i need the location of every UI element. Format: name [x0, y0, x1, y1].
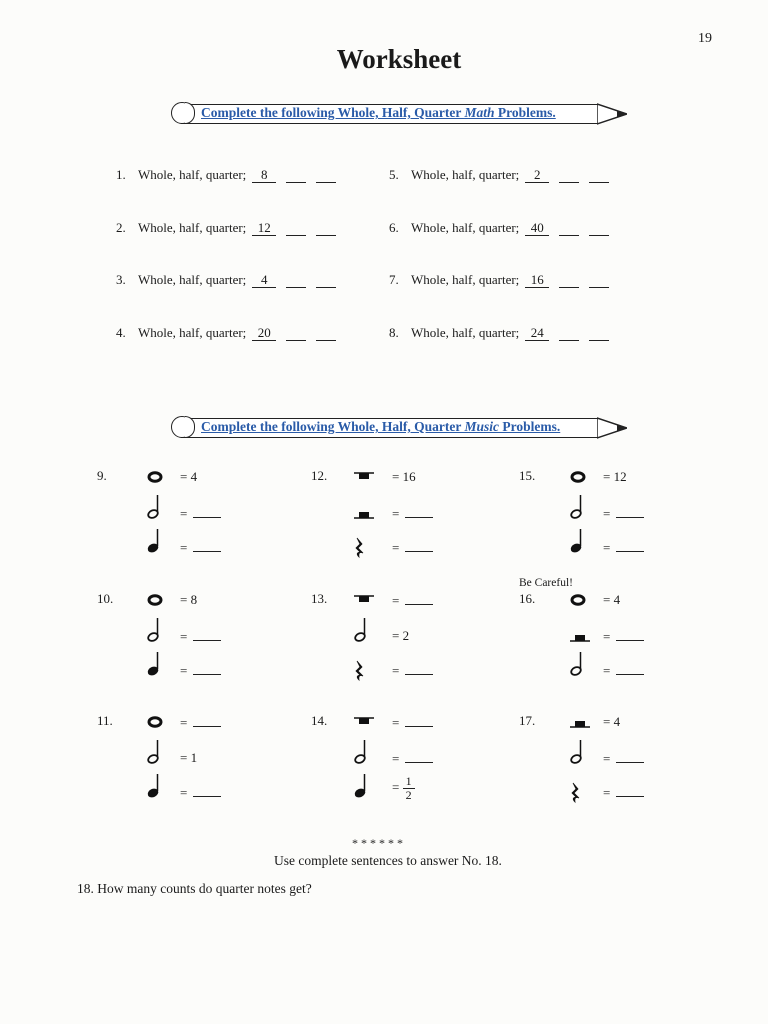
answer-blank[interactable]	[405, 592, 433, 605]
equals-sign: =	[392, 751, 403, 766]
equation	[392, 775, 415, 802]
quarter-note-icon	[353, 773, 371, 804]
half-note-icon	[569, 651, 587, 682]
equation	[392, 750, 433, 767]
equals-sign: =	[392, 715, 403, 730]
equals-sign: =	[180, 629, 191, 644]
given-value: 1	[190, 750, 198, 765]
half-note-icon	[353, 739, 371, 770]
problem-number: 1.	[116, 167, 126, 182]
equation	[603, 469, 627, 485]
separator-stars: ******	[352, 836, 406, 850]
music-section-banner	[171, 416, 627, 440]
equation	[392, 662, 433, 679]
problem-text: Whole, half, quarter;	[138, 325, 247, 340]
answer-blank[interactable]	[559, 272, 579, 288]
answer-blank[interactable]	[286, 167, 306, 183]
given-value: 8	[190, 592, 198, 607]
equation	[180, 784, 221, 801]
equation	[180, 714, 221, 731]
given-value: 16	[525, 272, 549, 288]
quarter-note-icon	[569, 528, 587, 559]
music-problem-number: 13.	[311, 591, 328, 606]
equals-sign: =	[180, 540, 191, 555]
half-note-icon	[569, 494, 587, 525]
equation	[392, 714, 433, 731]
quarter-rest-icon	[569, 781, 583, 810]
equation	[180, 505, 221, 522]
equals-sign: =	[603, 592, 614, 607]
page-title: Worksheet	[336, 44, 462, 74]
equation	[392, 539, 433, 556]
equation	[392, 469, 416, 485]
problem-number: 7.	[389, 272, 399, 287]
problem-text: Whole, half, quarter;	[411, 272, 520, 287]
equals-sign: =	[603, 751, 614, 766]
equals-sign: =	[603, 629, 614, 644]
quarter-rest-icon	[353, 536, 367, 565]
problem-number: 5.	[389, 167, 399, 182]
music-problem-number: 11.	[97, 713, 113, 728]
answer-blank[interactable]	[193, 662, 221, 675]
be-careful-note: Be Careful!	[519, 577, 573, 589]
math-banner-text: Complete the following Whole, Half, Quarter Math Problems.	[201, 105, 556, 120]
music-problem-number: 17.	[519, 713, 536, 728]
quarter-note-icon	[146, 528, 164, 559]
equals-sign: =	[603, 714, 614, 729]
equals-sign: =	[180, 506, 191, 521]
given-value: 4	[252, 272, 276, 288]
math-problem	[389, 167, 609, 187]
fraction-value: $\frac{1}{2}$	[403, 775, 415, 802]
equals-sign: =	[392, 593, 403, 608]
equation	[180, 469, 197, 485]
given-value: 12	[613, 469, 627, 484]
answer-blank[interactable]	[405, 505, 433, 518]
music-problem-number: 14.	[311, 713, 328, 728]
equation	[603, 628, 644, 645]
problem-number: 8.	[389, 325, 399, 340]
equals-sign: =	[392, 540, 403, 555]
answer-blank[interactable]	[316, 167, 336, 183]
equation	[392, 628, 409, 644]
math-section-banner	[171, 102, 627, 126]
math-problem	[116, 167, 336, 187]
half-note-icon	[146, 739, 164, 770]
equals-sign: =	[603, 469, 614, 484]
problem-text: Whole, half, quarter;	[411, 325, 520, 340]
answer-blank[interactable]	[286, 220, 306, 236]
pencil-tip-icon	[597, 102, 627, 126]
given-value: 4	[613, 714, 621, 729]
equals-sign: =	[603, 663, 614, 678]
answer-blank[interactable]	[616, 505, 644, 518]
equation	[180, 750, 197, 766]
whole-note-icon	[146, 466, 164, 493]
equals-sign: =	[180, 785, 191, 800]
answer-blank[interactable]	[616, 539, 644, 552]
equation	[180, 592, 197, 608]
instruction-text: Use complete sentences to answer No. 18.	[274, 853, 502, 868]
given-value: 8	[252, 167, 276, 183]
equation	[603, 592, 620, 608]
answer-blank[interactable]	[193, 505, 221, 518]
equation	[180, 539, 221, 556]
answer-blank[interactable]	[316, 325, 336, 341]
answer-blank[interactable]	[559, 220, 579, 236]
pencil-tip-icon	[597, 416, 627, 440]
equation	[180, 628, 221, 645]
whole-note-icon	[146, 589, 164, 616]
answer-blank[interactable]	[405, 662, 433, 675]
given-value: 16	[402, 469, 416, 484]
answer-blank[interactable]	[616, 662, 644, 675]
half-rest-icon	[569, 625, 591, 652]
quarter-note-icon	[146, 651, 164, 682]
answer-blank[interactable]	[405, 539, 433, 552]
equation	[180, 662, 221, 679]
given-value: 4	[613, 592, 621, 607]
answer-blank[interactable]	[193, 628, 221, 641]
equals-sign: =	[603, 506, 614, 521]
problem-text: Whole, half, quarter;	[138, 167, 247, 182]
equation	[603, 784, 644, 801]
equals-sign: =	[603, 785, 614, 800]
whole-note-icon	[146, 711, 164, 738]
problem-number: 3.	[116, 272, 126, 287]
music-problem-number: 10.	[97, 591, 114, 606]
equation	[603, 714, 620, 730]
equals-sign: =	[180, 750, 191, 765]
equals-sign: =	[180, 592, 191, 607]
math-problem	[389, 325, 609, 345]
given-value: 40	[525, 220, 549, 236]
equals-sign: =	[180, 469, 191, 484]
answer-blank[interactable]	[589, 272, 609, 288]
given-value: 24	[525, 325, 549, 341]
given-value: 20	[252, 325, 276, 341]
quarter-note-icon	[146, 773, 164, 804]
answer-blank[interactable]	[193, 784, 221, 797]
equation	[603, 750, 644, 767]
whole-note-icon	[569, 589, 587, 616]
equation	[603, 539, 644, 556]
answer-blank[interactable]	[589, 325, 609, 341]
equals-sign: =	[603, 540, 614, 555]
given-value: 2	[402, 628, 410, 643]
equals-sign: =	[392, 663, 403, 678]
music-problem-number: 15.	[519, 468, 536, 483]
math-problem	[389, 220, 609, 240]
equals-sign: =	[392, 469, 403, 484]
problem-text: Whole, half, quarter;	[138, 220, 247, 235]
whole-rest-icon	[353, 466, 375, 493]
equation	[392, 592, 433, 609]
math-problem	[116, 272, 336, 292]
problem-number: 4.	[116, 325, 126, 340]
answer-blank[interactable]	[286, 272, 306, 288]
music-problem-number: 12.	[311, 468, 328, 483]
answer-blank[interactable]	[616, 628, 644, 641]
half-rest-icon	[353, 502, 375, 529]
problem-number: 6.	[389, 220, 399, 235]
music-problem-number: 16.	[519, 591, 536, 606]
whole-rest-icon	[353, 711, 375, 738]
equation	[603, 662, 644, 679]
answer-blank[interactable]	[559, 325, 579, 341]
answer-blank[interactable]	[616, 750, 644, 763]
problem-number: 2.	[116, 220, 126, 235]
equation	[392, 505, 433, 522]
equation	[603, 505, 644, 522]
whole-rest-icon	[353, 589, 375, 616]
equals-sign: =	[180, 663, 191, 678]
answer-blank[interactable]	[193, 539, 221, 552]
problem-text: Whole, half, quarter;	[411, 167, 520, 182]
math-problem	[116, 220, 336, 240]
half-note-icon	[353, 617, 371, 648]
answer-blank[interactable]	[589, 220, 609, 236]
answer-blank[interactable]	[559, 167, 579, 183]
question-18: 18. How many counts do quarter notes get?	[77, 881, 312, 896]
answer-blank[interactable]	[405, 750, 433, 763]
answer-blank[interactable]	[316, 220, 336, 236]
given-value: 2	[525, 167, 549, 183]
quarter-rest-icon	[353, 659, 367, 688]
answer-blank[interactable]	[616, 784, 644, 797]
answer-blank[interactable]	[286, 325, 306, 341]
page-number: 19	[698, 31, 712, 46]
math-problem	[389, 272, 609, 292]
equals-sign: =	[392, 628, 403, 643]
equals-sign: =	[180, 715, 191, 730]
answer-blank[interactable]	[405, 714, 433, 727]
equals-sign: =	[392, 506, 403, 521]
whole-note-icon	[569, 466, 587, 493]
math-problem	[116, 325, 336, 345]
music-problem-number: 9.	[97, 468, 107, 483]
music-banner-text: Complete the following Whole, Half, Quarter Music Problems.	[201, 419, 561, 434]
problem-text: Whole, half, quarter;	[411, 220, 520, 235]
answer-blank[interactable]	[316, 272, 336, 288]
answer-blank[interactable]	[193, 714, 221, 727]
equals-sign: =	[392, 779, 403, 795]
problem-text: Whole, half, quarter;	[138, 272, 247, 287]
half-note-icon	[146, 494, 164, 525]
half-note-icon	[569, 739, 587, 770]
answer-blank[interactable]	[589, 167, 609, 183]
half-note-icon	[146, 617, 164, 648]
half-rest-icon	[569, 711, 591, 738]
given-value: 12	[252, 220, 276, 236]
given-value: 4	[190, 469, 198, 484]
